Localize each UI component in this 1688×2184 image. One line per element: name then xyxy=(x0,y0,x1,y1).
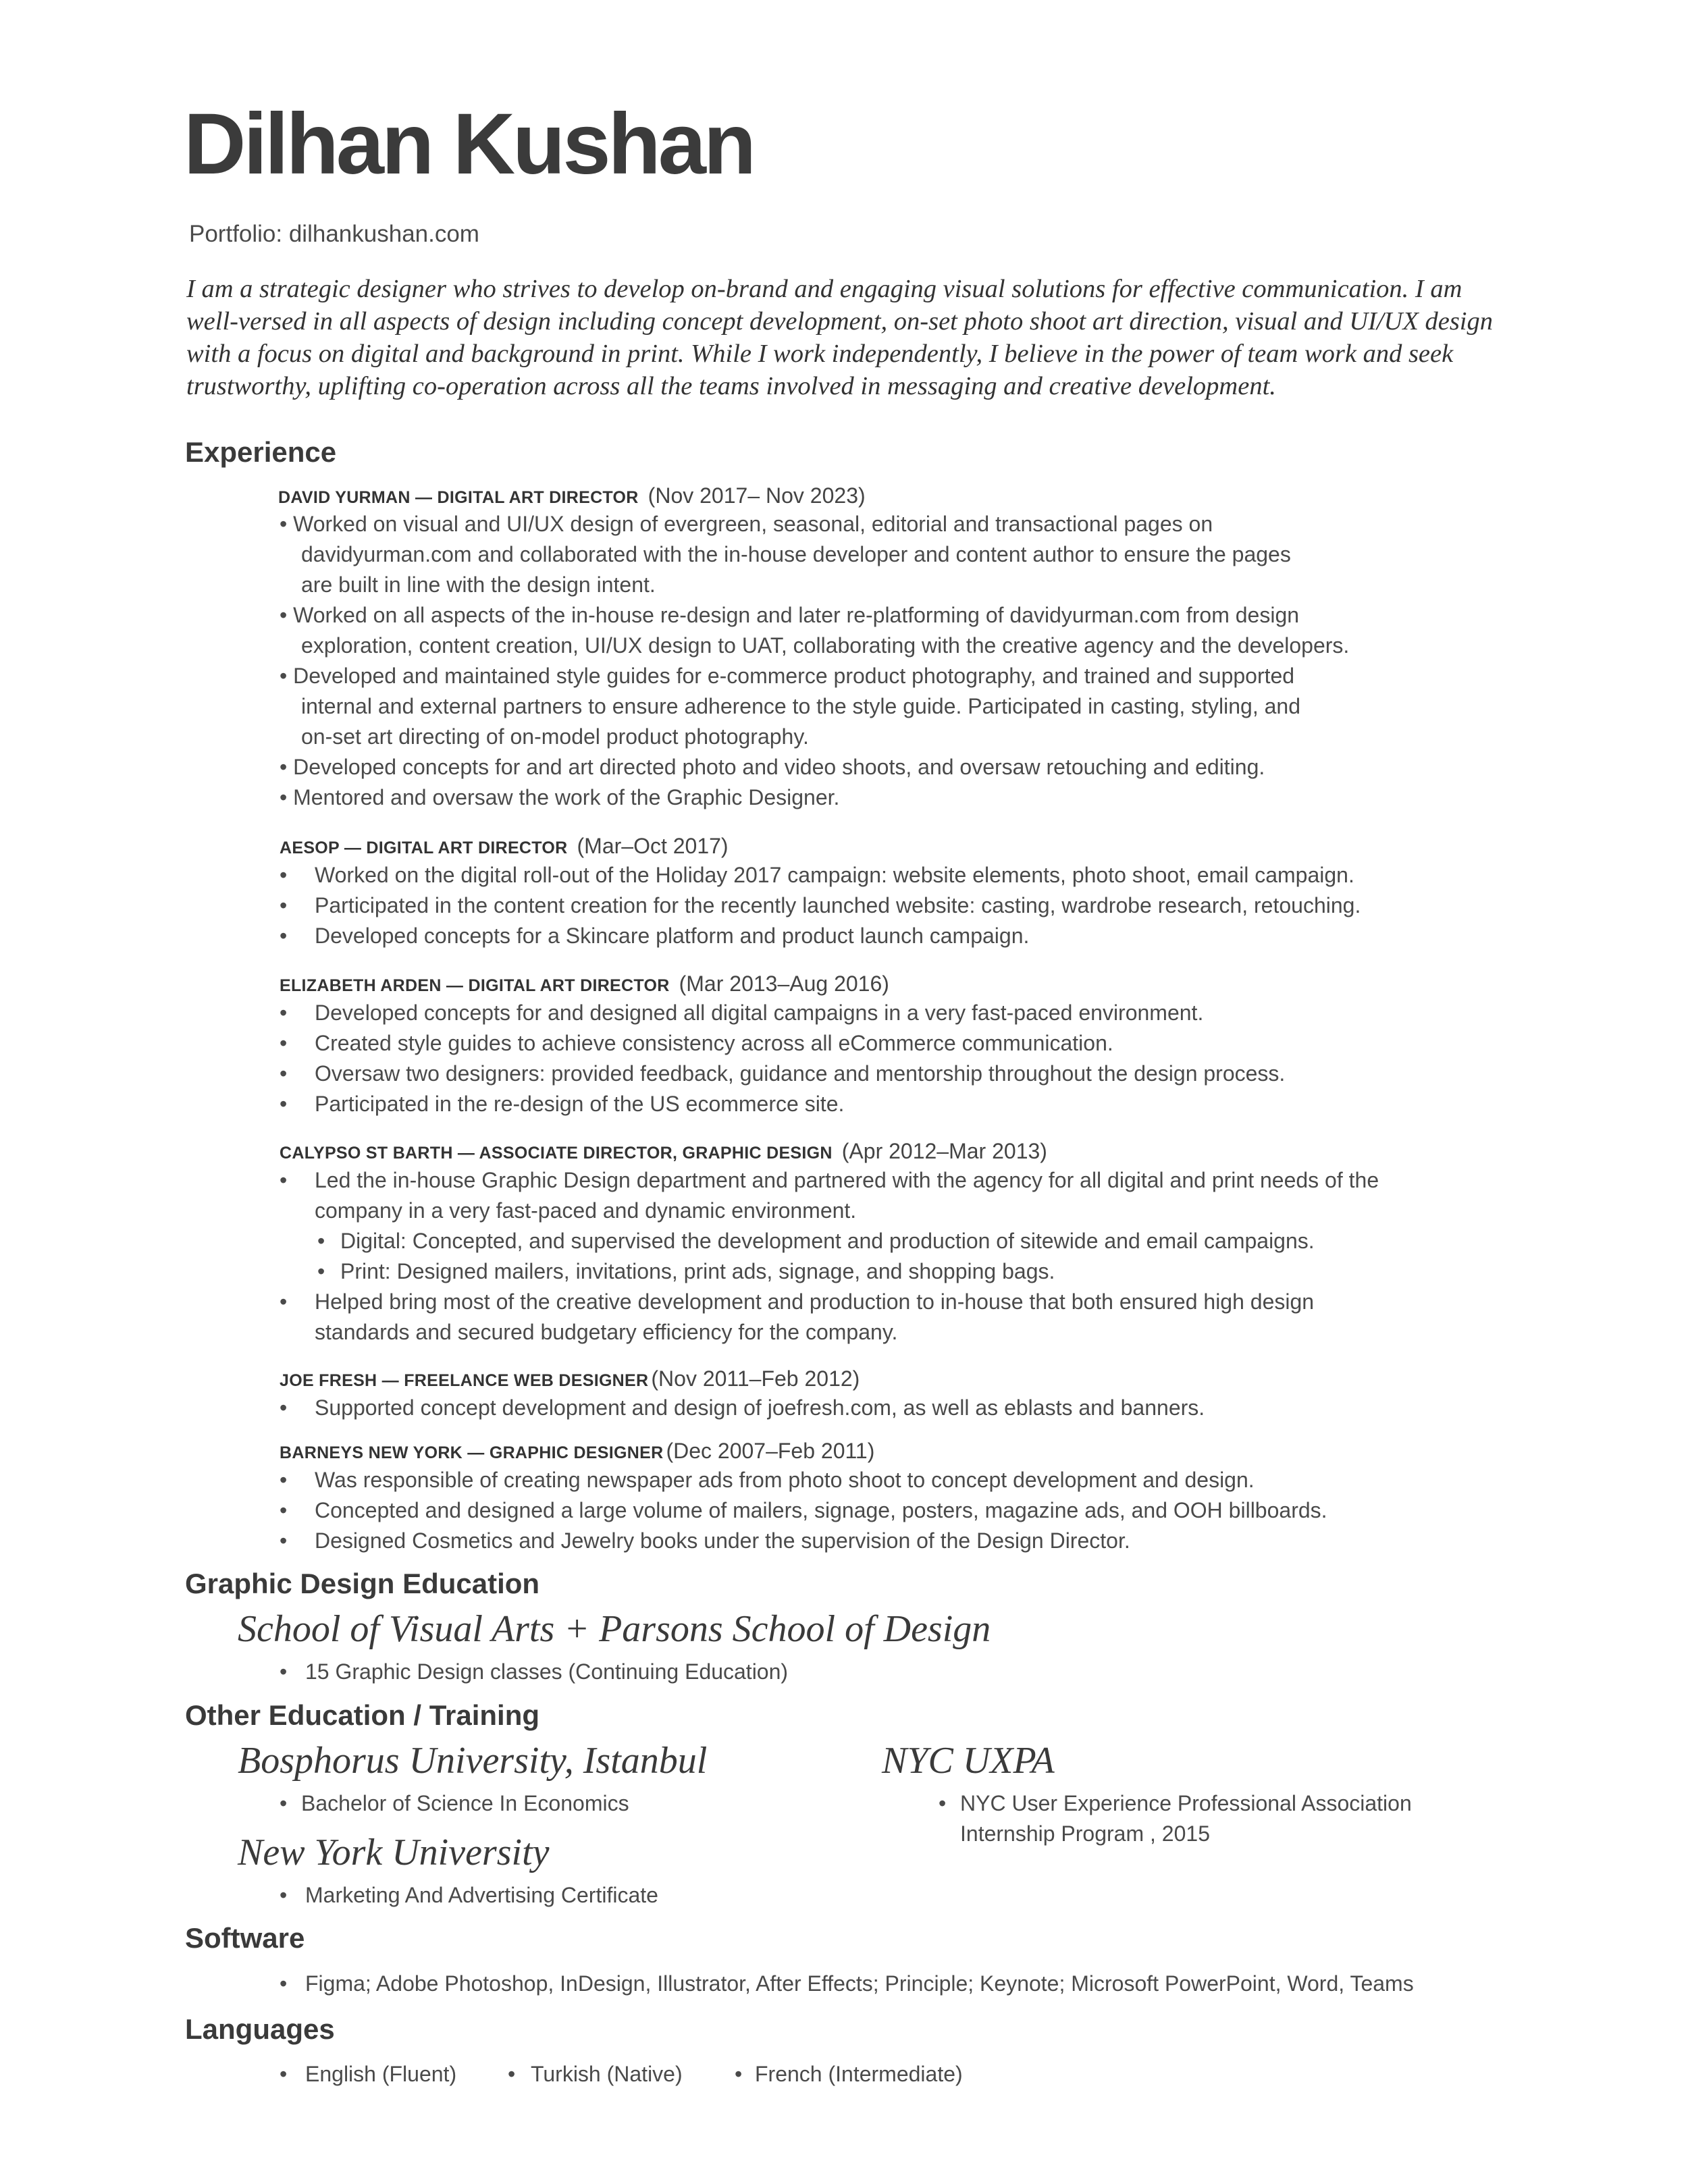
bullet-glyph: • xyxy=(317,1229,325,1253)
education-item: Bachelor of Science In Economics xyxy=(301,1791,629,1815)
job-bullet: Helped bring most of the creative development and production to in-house that both ensured high design xyxy=(315,1289,1315,1314)
software-list: Figma; Adobe Photoshop, InDesign, Illustrator, After Effects; Principle; Keynote; Microsoft PowerPoint, Word, Teams xyxy=(305,1971,1414,1996)
job-dates: (Nov 2011–Feb 2012) xyxy=(651,1366,860,1391)
job-heading xyxy=(280,1368,860,1389)
job-title: BARNEYS NEW YORK — GRAPHIC DESIGNER xyxy=(280,1443,664,1462)
bullet-glyph: • xyxy=(280,2062,288,2086)
bullet-glyph: • xyxy=(280,1528,288,1553)
job-heading xyxy=(280,835,729,857)
bullet-glyph: • xyxy=(280,1659,288,1684)
summary-line: with a focus on digital and background in print. While I work independently, I believe in the power of team work and seek xyxy=(186,340,1454,368)
job-heading xyxy=(280,1440,874,1462)
job-bullet-cont: davidyurman.com and collaborated with the in-house developer and content author to ensure the pages xyxy=(301,542,1291,566)
job-dates: (Mar–Oct 2017) xyxy=(577,834,729,858)
summary-line: I am a strategic designer who strives to develop on-brand and engaging visual solutions for effective communication. I am xyxy=(186,275,1462,303)
job-bullet-cont: are built in line with the design intent. xyxy=(301,572,656,597)
summary-line: trustworthy, uplifting co-operation across all the teams involved in messaging and creative development. xyxy=(186,372,1276,400)
job-title: DAVID YURMAN — DIGITAL ART DIRECTOR xyxy=(278,488,639,507)
school-name: New York University xyxy=(238,1832,550,1873)
job-bullet: Concepted and designed a large volume of mailers, signage, posters, magazine ads, and OOH billboards. xyxy=(315,1498,1327,1522)
job-bullet: Developed concepts for and designed all digital campaigns in a very fast-paced environment. xyxy=(315,1001,1204,1025)
education-item: 15 Graphic Design classes (Continuing Education) xyxy=(305,1659,789,1684)
job-sub-bullet: Print: Designed mailers, invitations, print ads, signage, and shopping bags. xyxy=(340,1259,1055,1283)
job-dates: (Mar 2013–Aug 2016) xyxy=(679,971,889,996)
job-bullet: Designed Cosmetics and Jewelry books under the supervision of the Design Director. xyxy=(315,1528,1130,1553)
bullet-glyph: • xyxy=(280,1791,288,1815)
bullet-glyph: • xyxy=(280,1498,288,1522)
bullet-glyph: • xyxy=(280,1031,288,1055)
job-title: CALYPSO ST BARTH — ASSOCIATE DIRECTOR, GRAPHIC DESIGN xyxy=(280,1144,833,1163)
job-title: JOE FRESH — FREELANCE WEB DESIGNER xyxy=(280,1371,649,1390)
candidate-name: Dilhan Kushan xyxy=(184,96,754,192)
section-title-design-education: Graphic Design Education xyxy=(185,1568,540,1599)
job-bullet-cont: standards and secured budgetary efficiency for the company. xyxy=(315,1320,898,1344)
bullet-glyph: • xyxy=(280,1971,288,1996)
job-bullet: • Mentored and oversaw the work of the Graphic Designer. xyxy=(280,785,840,809)
bullet-glyph: • xyxy=(280,1883,288,1907)
school-name: School of Visual Arts + Parsons School of Design xyxy=(238,1608,991,1650)
language-item: English (Fluent) xyxy=(305,2062,457,2086)
bullet-glyph: • xyxy=(280,1395,288,1420)
job-bullet: Led the in-house Graphic Design department and partnered with the agency for all digital and print needs of the xyxy=(315,1168,1379,1192)
bullet-glyph: • xyxy=(280,1168,288,1192)
bullet-glyph: • xyxy=(939,1791,947,1815)
summary-line: well-versed in all aspects of design including concept development, on-set photo shoot art direction, visual and UI/UX design xyxy=(186,307,1494,336)
job-sub-bullet: Digital: Concepted, and supervised the development and production of sitewide and email campaigns. xyxy=(340,1229,1315,1253)
job-heading xyxy=(280,1140,1047,1162)
bullet-glyph: • xyxy=(280,1092,288,1116)
job-dates: (Nov 2017– Nov 2023) xyxy=(648,483,866,508)
job-title: ELIZABETH ARDEN — DIGITAL ART DIRECTOR xyxy=(280,976,670,995)
bullet-glyph: • xyxy=(735,2062,743,2086)
bullet-glyph: • xyxy=(280,863,288,887)
job-bullet-cont: company in a very fast-paced and dynamic environment. xyxy=(315,1198,857,1223)
job-bullet: Oversaw two designers: provided feedback, guidance and mentorship throughout the design process. xyxy=(315,1061,1286,1086)
bullet-glyph: • xyxy=(280,1468,288,1492)
education-item: NYC User Experience Professional Association xyxy=(960,1791,1412,1815)
job-bullet: • Worked on visual and UI/UX design of evergreen, seasonal, editorial and transactional pages on xyxy=(280,512,1213,536)
school-name: NYC UXPA xyxy=(882,1740,1055,1782)
education-item: Marketing And Advertising Certificate xyxy=(305,1883,658,1907)
job-bullet: Worked on the digital roll-out of the Holiday 2017 campaign: website elements, photo shoot, email campaign. xyxy=(315,863,1354,887)
language-item: Turkish (Native) xyxy=(531,2062,683,2086)
bullet-glyph: • xyxy=(317,1259,325,1283)
summary xyxy=(186,273,1537,402)
section-title-software: Software xyxy=(185,1922,305,1954)
section-title-other-education: Other Education / Training xyxy=(185,1699,540,1731)
bullet-glyph: • xyxy=(280,924,288,948)
section-title-experience: Experience xyxy=(185,436,337,468)
job-bullet: Participated in the re-design of the US ecommerce site. xyxy=(315,1092,845,1116)
education-item-cont: Internship Program , 2015 xyxy=(960,1821,1210,1846)
job-heading xyxy=(280,973,889,994)
job-bullet-cont: on-set art directing of on-model product photography. xyxy=(301,724,809,749)
job-bullet: • Developed concepts for and art directed photo and video shoots, and oversaw retouching and editing. xyxy=(280,755,1265,779)
school-name: Bosphorus University, Istanbul xyxy=(238,1740,708,1782)
job-bullet: Created style guides to achieve consistency across all eCommerce communication. xyxy=(315,1031,1113,1055)
bullet-glyph: • xyxy=(280,893,288,917)
job-bullet: • Worked on all aspects of the in-house re-design and later re-platforming of davidyurman.com from design xyxy=(280,603,1300,627)
bullet-glyph: • xyxy=(280,1001,288,1025)
job-bullet: • Developed and maintained style guides for e-commerce product photography, and trained and supported xyxy=(280,664,1295,688)
job-bullet: Developed concepts for a Skincare platform and product launch campaign. xyxy=(315,924,1030,948)
section-title-languages: Languages xyxy=(185,2013,335,2045)
bullet-glyph: • xyxy=(280,1061,288,1086)
job-heading xyxy=(278,485,866,506)
job-bullet: Supported concept development and design of joefresh.com, as well as eblasts and banners. xyxy=(315,1395,1205,1420)
language-item: French (Intermediate) xyxy=(755,2062,963,2086)
job-bullet-cont: exploration, content creation, UI/UX design to UAT, collaborating with the creative agency and the developers. xyxy=(301,633,1350,658)
job-title: AESOP — DIGITAL ART DIRECTOR xyxy=(280,838,568,857)
job-bullet: Was responsible of creating newspaper ads from photo shoot to concept development and design. xyxy=(315,1468,1255,1492)
job-dates: (Dec 2007–Feb 2011) xyxy=(666,1439,875,1463)
job-bullet-cont: internal and external partners to ensure adherence to the style guide. Participated in casting, styling, and xyxy=(301,694,1301,718)
job-bullet: Participated in the content creation for the recently launched website: casting, wardrobe research, retouching. xyxy=(315,893,1361,917)
job-dates: (Apr 2012–Mar 2013) xyxy=(841,1139,1047,1163)
bullet-glyph: • xyxy=(508,2062,516,2086)
portfolio-link[interactable]: Portfolio: dilhankushan.com xyxy=(189,221,479,247)
bullet-glyph: • xyxy=(280,1289,288,1314)
